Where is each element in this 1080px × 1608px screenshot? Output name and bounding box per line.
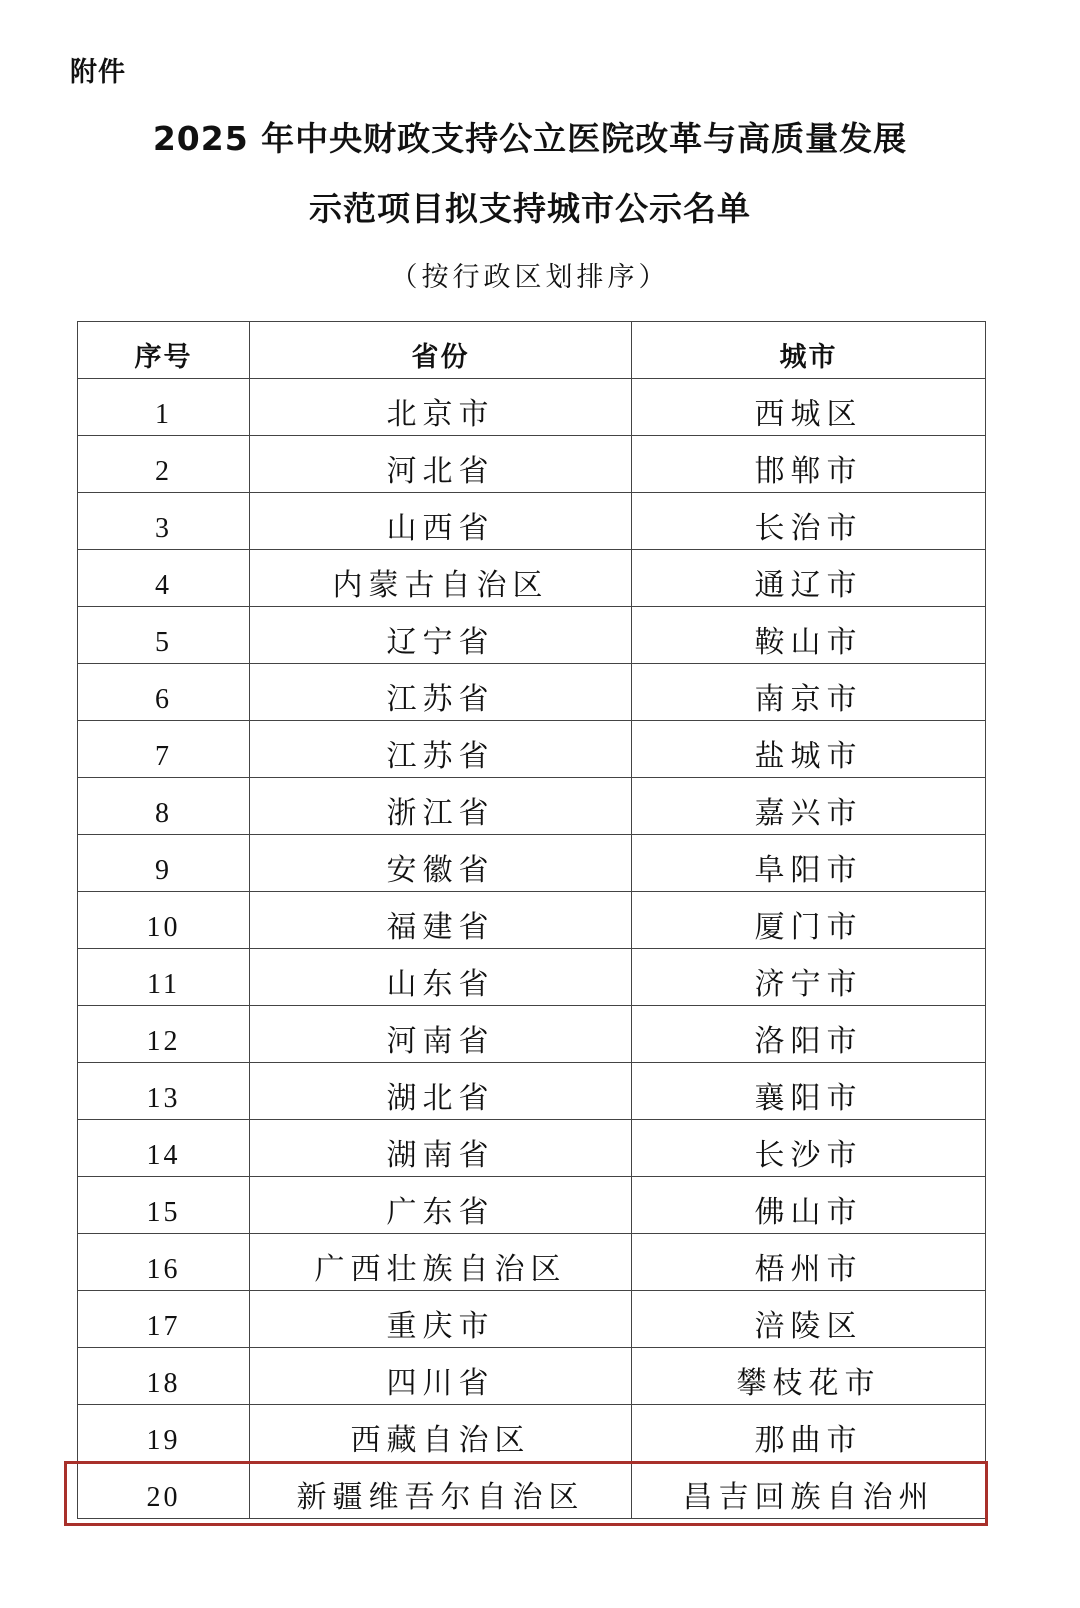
row-city: 鞍山市 (632, 607, 986, 664)
table-row (78, 1291, 986, 1348)
row-province: 四川省 (250, 1348, 632, 1405)
table-row (78, 1120, 986, 1177)
row-number: 14 (78, 1120, 250, 1177)
row-number: 6 (78, 664, 250, 721)
row-province: 安徽省 (250, 835, 632, 892)
row-province: 新疆维吾尔自治区 (250, 1462, 632, 1519)
table-row (78, 1177, 986, 1234)
row-number: 18 (78, 1348, 250, 1405)
row-number: 9 (78, 835, 250, 892)
row-number: 1 (78, 379, 250, 436)
table-row (78, 1348, 986, 1405)
row-city: 佛山市 (632, 1177, 986, 1234)
table-row (78, 664, 986, 721)
row-city: 涪陵区 (632, 1291, 986, 1348)
row-number: 2 (78, 436, 250, 493)
column-header-city: 城市 (632, 322, 986, 379)
column-header-province: 省份 (250, 322, 632, 379)
row-number: 19 (78, 1405, 250, 1462)
table-row (78, 778, 986, 835)
document-title-line2: 示范项目拟支持城市公示名单 (309, 189, 751, 228)
row-number: 5 (78, 607, 250, 664)
row-province: 辽宁省 (250, 607, 632, 664)
row-number: 11 (78, 949, 250, 1006)
row-city: 梧州市 (632, 1234, 986, 1291)
table-row (78, 493, 986, 550)
row-city: 济宁市 (632, 949, 986, 1006)
row-city: 邯郸市 (632, 436, 986, 493)
row-city: 南京市 (632, 664, 986, 721)
row-number: 10 (78, 892, 250, 949)
row-city: 昌吉回族自治州 (632, 1462, 986, 1519)
row-city: 通辽市 (632, 550, 986, 607)
table-row (78, 1006, 986, 1063)
table-row (78, 607, 986, 664)
row-province: 湖南省 (250, 1120, 632, 1177)
table-row (78, 949, 986, 1006)
row-province: 广西壮族自治区 (250, 1234, 632, 1291)
row-province: 广东省 (250, 1177, 632, 1234)
row-province: 内蒙古自治区 (250, 550, 632, 607)
row-number: 3 (78, 493, 250, 550)
row-number: 15 (78, 1177, 250, 1234)
row-city: 阜阳市 (632, 835, 986, 892)
table-row (78, 436, 986, 493)
column-header-number: 序号 (78, 322, 250, 379)
row-province: 江苏省 (250, 721, 632, 778)
row-province: 北京市 (250, 379, 632, 436)
table-row (78, 835, 986, 892)
row-province: 山西省 (250, 493, 632, 550)
row-city: 西城区 (632, 379, 986, 436)
table-row (78, 1234, 986, 1291)
row-number: 20 (78, 1462, 250, 1519)
document-title-line1: 2025 年中央财政支持公立医院改革与高质量发展 (152, 119, 908, 158)
row-number: 13 (78, 1063, 250, 1120)
row-city: 那曲市 (632, 1405, 986, 1462)
row-province: 河南省 (250, 1006, 632, 1063)
table-header-row (78, 322, 986, 379)
row-city: 厦门市 (632, 892, 986, 949)
row-number: 17 (78, 1291, 250, 1348)
document-subtitle: （按行政区划排序） (390, 262, 670, 293)
highlight-box (64, 1461, 988, 1526)
table-row (78, 892, 986, 949)
row-city: 洛阳市 (632, 1006, 986, 1063)
row-number: 7 (78, 721, 250, 778)
table-row (78, 550, 986, 607)
row-province: 重庆市 (250, 1291, 632, 1348)
row-number: 8 (78, 778, 250, 835)
row-province: 湖北省 (250, 1063, 632, 1120)
row-city: 攀枝花市 (632, 1348, 986, 1405)
city-list-table (77, 321, 986, 1519)
row-province: 福建省 (250, 892, 632, 949)
row-number: 4 (78, 550, 250, 607)
row-province: 西藏自治区 (250, 1405, 632, 1462)
table-row (78, 1405, 986, 1462)
table-row (78, 1063, 986, 1120)
table-row (78, 379, 986, 436)
row-number: 16 (78, 1234, 250, 1291)
row-province: 河北省 (250, 436, 632, 493)
row-number: 12 (78, 1006, 250, 1063)
row-city: 襄阳市 (632, 1063, 986, 1120)
row-city: 长沙市 (632, 1120, 986, 1177)
row-city: 嘉兴市 (632, 778, 986, 835)
row-city: 盐城市 (632, 721, 986, 778)
row-province: 江苏省 (250, 664, 632, 721)
table-row (78, 721, 986, 778)
row-city: 长治市 (632, 493, 986, 550)
attachment-label: 附件 (70, 57, 126, 88)
row-province: 山东省 (250, 949, 632, 1006)
row-province: 浙江省 (250, 778, 632, 835)
